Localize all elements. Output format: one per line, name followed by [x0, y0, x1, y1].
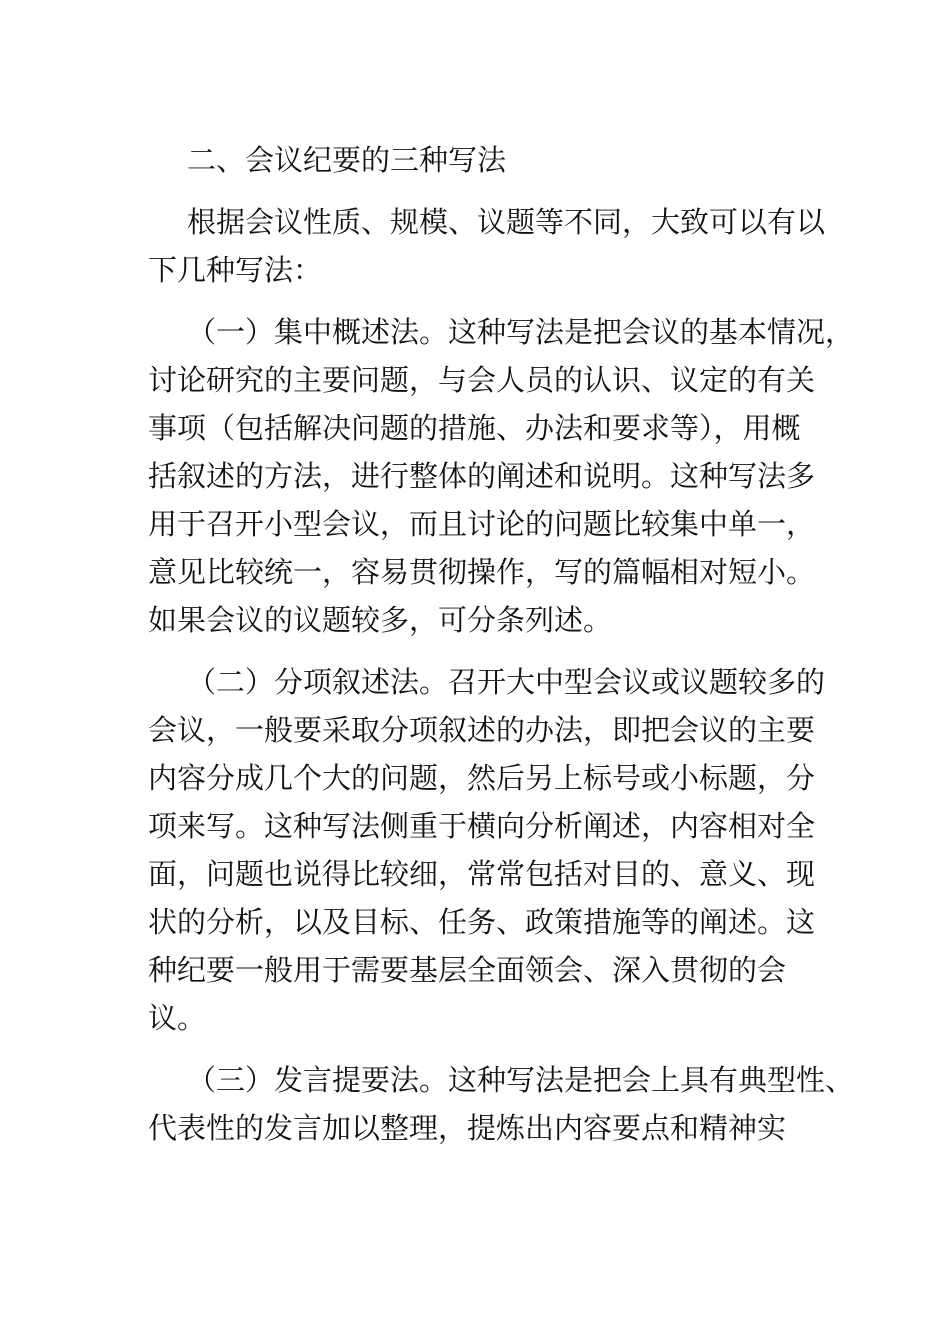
text-line: （三）发言提要法。这种写法是把会上具有典型性、 — [187, 1063, 855, 1097]
paragraph-method-two — [148, 658, 826, 1042]
text-line: 事项（包括解决问题的措施、办法和要求等），用概 — [148, 411, 801, 445]
paragraph-intro — [148, 198, 826, 294]
text-line: 项来写。这种写法侧重于横向分析阐述，内容相对全 — [148, 809, 816, 843]
section-heading: 二、会议纪要的三种写法 — [187, 143, 507, 177]
text-line: 用于召开小型会议，而且讨论的问题比较集中单一， — [148, 507, 816, 541]
text-line: （二）分项叙述法。召开大中型会议或议题较多的 — [187, 665, 826, 699]
document-body — [148, 136, 855, 1166]
text-line: 内容分成几个大的问题，然后另上标号或小标题，分 — [148, 761, 816, 795]
text-line: 议。 — [148, 1001, 207, 1035]
text-line: 括叙述的方法，进行整体的阐述和说明。这种写法多 — [148, 459, 816, 493]
text-line: （一）集中概述法。这种写法是把会议的基本情况， — [187, 315, 855, 349]
text-line: 下几种写法： — [148, 253, 323, 287]
text-line: 会议，一般要采取分项叙述的办法，即把会议的主要 — [148, 713, 816, 747]
text-line: 讨论研究的主要问题，与会人员的认识、议定的有关 — [148, 363, 816, 397]
paragraph-method-one — [148, 308, 855, 644]
text-line: 代表性的发言加以整理，提炼出内容要点和精神实 — [148, 1111, 787, 1145]
text-line: 如果会议的议题较多，可分条列述。 — [148, 603, 613, 637]
paragraph-method-three — [148, 1056, 855, 1152]
text-line: 根据会议性质、规模、议题等不同，大致可以有以 — [187, 205, 826, 239]
text-line: 状的分析，以及目标、任务、政策措施等的阐述。这 — [148, 905, 816, 939]
text-line: 面，问题也说得比较细，常常包括对目的、意义、现 — [148, 857, 816, 891]
text-line: 意见比较统一，容易贯彻操作，写的篇幅相对短小。 — [148, 555, 816, 589]
text-line: 种纪要一般用于需要基层全面领会、深入贯彻的会 — [148, 953, 787, 987]
